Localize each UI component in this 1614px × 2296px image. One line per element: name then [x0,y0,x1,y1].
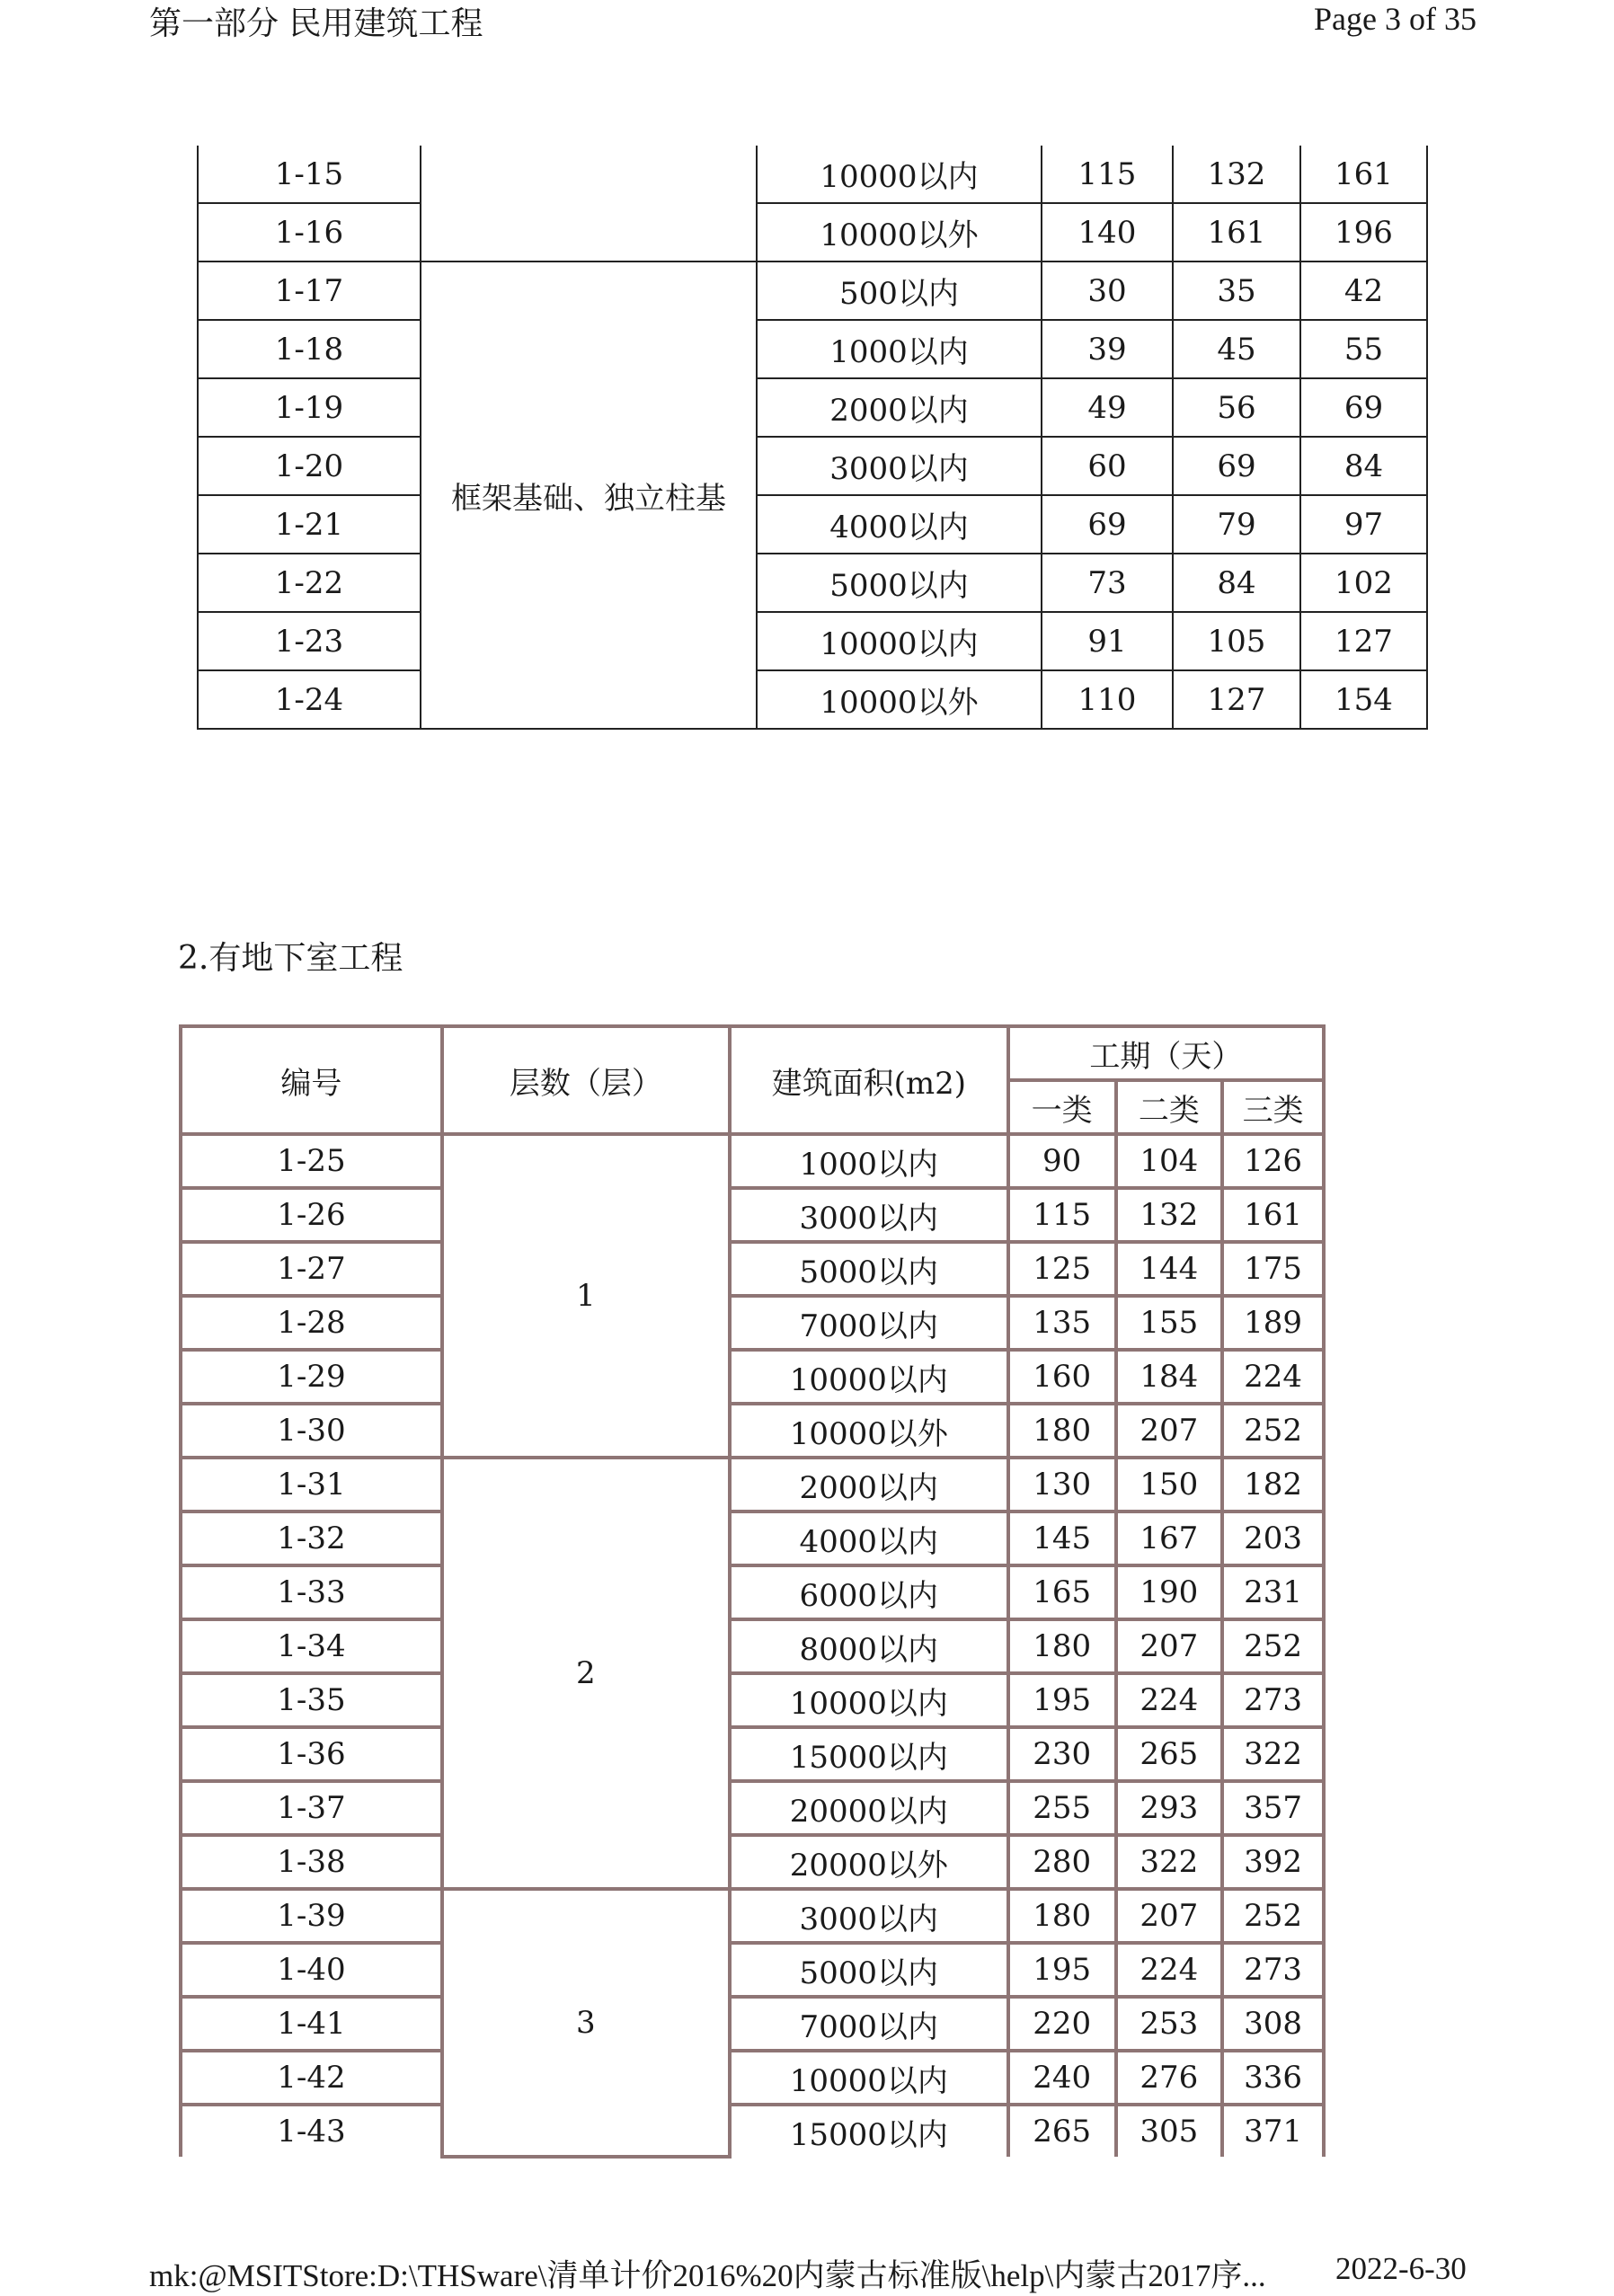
row-code: 1-28 [181,1296,442,1350]
row-class1: 195 [1008,1943,1116,1997]
row-area: 10000以外 [757,670,1042,729]
row-class2: 155 [1116,1296,1223,1350]
row-code: 1-33 [181,1565,442,1619]
row-class3: 154 [1300,670,1427,729]
row-area: 5000以内 [730,1242,1008,1296]
table-row [198,262,1427,320]
row-code: 1-23 [198,612,421,670]
row-area: 15000以内 [730,1727,1008,1781]
row-class2: 293 [1116,1781,1223,1835]
table-row [181,1188,1324,1242]
row-code: 1-42 [181,2051,442,2105]
row-class3: 252 [1222,1619,1324,1673]
row-code: 1-40 [181,1943,442,1997]
group-cell-continued [421,146,757,262]
row-class2: 132 [1173,146,1300,203]
footer-date: 2022-6-30 [1335,2251,1467,2286]
row-class1: 110 [1042,670,1173,729]
table-row [198,437,1427,495]
row-class2: 132 [1116,1188,1223,1242]
row-class3: 127 [1300,612,1427,670]
row-class2: 184 [1116,1350,1223,1404]
row-class1: 60 [1042,437,1173,495]
row-code: 1-21 [198,495,421,554]
row-code: 1-32 [181,1511,442,1565]
row-area: 10000以内 [730,1350,1008,1404]
table-row [181,1619,1324,1673]
row-class2: 253 [1116,1997,1223,2051]
row-area: 15000以内 [730,2105,1008,2157]
row-class2: 190 [1116,1565,1223,1619]
row-code: 1-36 [181,1727,442,1781]
row-area: 10000以内 [730,2051,1008,2105]
row-code: 1-39 [181,1889,442,1943]
table-row [181,1134,1324,1188]
row-area: 1000以内 [730,1134,1008,1188]
table-row [181,1781,1324,1835]
row-area: 20000以外 [730,1835,1008,1889]
row-area: 1000以内 [757,320,1042,378]
table-row [181,1889,1324,1943]
row-class3: 175 [1222,1242,1324,1296]
row-class1: 30 [1042,262,1173,320]
row-class1: 180 [1008,1404,1116,1458]
row-area: 6000以内 [730,1565,1008,1619]
row-class2: 305 [1116,2105,1223,2157]
row-class2: 276 [1116,2051,1223,2105]
table-row [181,1404,1324,1458]
table-row [198,495,1427,554]
table-row [181,1296,1324,1350]
row-class1: 69 [1042,495,1173,554]
row-area: 10000以内 [757,146,1042,203]
row-class1: 115 [1008,1188,1116,1242]
row-class3: 252 [1222,1404,1324,1458]
table-row [181,1835,1324,1889]
footer-path: mk:@MSITStore:D:\THSware\清单计价2016%20内蒙古标准版\help\内蒙古2017序... [149,2258,1266,2293]
row-area: 20000以内 [730,1781,1008,1835]
table-row [181,2105,1324,2157]
row-area: 7000以内 [730,1997,1008,2051]
header-class3: 三类 [1222,1080,1324,1134]
row-class2: 322 [1116,1835,1223,1889]
basement-duration-table [179,1024,1326,2159]
row-class2: 265 [1116,1727,1223,1781]
floors-cell: 3 [442,1889,730,2157]
row-area: 3000以内 [730,1188,1008,1242]
table-row [181,1727,1324,1781]
row-class1: 240 [1008,2051,1116,2105]
row-class3: 252 [1222,1889,1324,1943]
row-class2: 150 [1116,1458,1223,1511]
row-class3: 273 [1222,1943,1324,1997]
row-class3: 161 [1222,1188,1324,1242]
table-row [181,1458,1324,1511]
row-code: 1-24 [198,670,421,729]
table-row [198,612,1427,670]
row-class2: 104 [1116,1134,1223,1188]
row-area: 500以内 [757,262,1042,320]
row-class1: 73 [1042,554,1173,612]
table-row [181,1350,1324,1404]
group-label: 框架基础、独立柱基 [421,262,757,729]
row-area: 5000以内 [730,1943,1008,1997]
row-code: 1-27 [181,1242,442,1296]
row-class3: 97 [1300,495,1427,554]
row-class2: 56 [1173,378,1300,437]
floors-cell: 2 [442,1458,730,1889]
table-row [198,378,1427,437]
row-class1: 160 [1008,1350,1116,1404]
row-class1: 195 [1008,1673,1116,1727]
row-class3: 196 [1300,203,1427,262]
table-row [198,670,1427,729]
row-class3: 69 [1300,378,1427,437]
row-class1: 230 [1008,1727,1116,1781]
row-class1: 255 [1008,1781,1116,1835]
row-class2: 45 [1173,320,1300,378]
row-class2: 127 [1173,670,1300,729]
table-row [181,1673,1324,1727]
row-class1: 135 [1008,1296,1116,1350]
row-class1: 39 [1042,320,1173,378]
row-class2: 69 [1173,437,1300,495]
row-code: 1-22 [198,554,421,612]
row-class3: 322 [1222,1727,1324,1781]
row-class1: 130 [1008,1458,1116,1511]
row-class2: 207 [1116,1404,1223,1458]
row-code: 1-29 [181,1350,442,1404]
row-area: 10000以外 [730,1404,1008,1458]
table-row [181,1565,1324,1619]
row-class2: 79 [1173,495,1300,554]
row-area: 3000以内 [757,437,1042,495]
row-class2: 224 [1116,1943,1223,1997]
row-area: 10000以外 [757,203,1042,262]
row-class1: 220 [1008,1997,1116,2051]
header-period: 工期（天） [1008,1026,1324,1080]
row-class3: 224 [1222,1350,1324,1404]
row-class2: 224 [1116,1673,1223,1727]
row-class3: 336 [1222,2051,1324,2105]
row-area: 10000以内 [757,612,1042,670]
row-code: 1-31 [181,1458,442,1511]
row-class3: 189 [1222,1296,1324,1350]
row-class1: 165 [1008,1565,1116,1619]
row-class1: 145 [1008,1511,1116,1565]
row-class3: 182 [1222,1458,1324,1511]
row-class2: 84 [1173,554,1300,612]
row-code: 1-30 [181,1404,442,1458]
row-class3: 203 [1222,1511,1324,1565]
row-class3: 357 [1222,1781,1324,1835]
row-class2: 207 [1116,1619,1223,1673]
table-row [198,320,1427,378]
table-row [181,2051,1324,2105]
row-class3: 273 [1222,1673,1324,1727]
row-class1: 140 [1042,203,1173,262]
row-class2: 35 [1173,262,1300,320]
row-code: 1-41 [181,1997,442,2051]
row-class2: 167 [1116,1511,1223,1565]
table-row [198,554,1427,612]
table-row [198,146,1427,203]
row-class3: 84 [1300,437,1427,495]
row-area: 10000以内 [730,1673,1008,1727]
table-row [181,1997,1324,2051]
row-class1: 180 [1008,1889,1116,1943]
row-class2: 144 [1116,1242,1223,1296]
header-floors: 层数（层） [442,1026,730,1134]
floors-cell: 1 [442,1134,730,1458]
row-area: 8000以内 [730,1619,1008,1673]
row-class1: 91 [1042,612,1173,670]
row-code: 1-17 [198,262,421,320]
row-class3: 371 [1222,2105,1324,2157]
row-area: 5000以内 [757,554,1042,612]
row-code: 1-19 [198,378,421,437]
table-row [181,1511,1324,1565]
row-class1: 280 [1008,1835,1116,1889]
row-class1: 115 [1042,146,1173,203]
row-class1: 90 [1008,1134,1116,1188]
header-code: 编号 [181,1026,442,1134]
table-row [181,1242,1324,1296]
page-number: Page 3 of 35 [1314,1,1477,37]
row-class3: 42 [1300,262,1427,320]
row-class3: 126 [1222,1134,1324,1188]
header-area: 建筑面积(m2) [730,1026,1008,1134]
row-class1: 49 [1042,378,1173,437]
row-class3: 102 [1300,554,1427,612]
row-area: 7000以内 [730,1296,1008,1350]
row-code: 1-18 [198,320,421,378]
row-code: 1-35 [181,1673,442,1727]
table-row [181,1943,1324,1997]
header-class2: 二类 [1116,1080,1223,1134]
row-class3: 161 [1300,146,1427,203]
row-class2: 161 [1173,203,1300,262]
row-class1: 125 [1008,1242,1116,1296]
row-class2: 207 [1116,1889,1223,1943]
page-header-title: 第一部分 民用建筑工程 [149,5,483,42]
row-area: 2000以内 [757,378,1042,437]
row-class3: 231 [1222,1565,1324,1619]
row-class3: 392 [1222,1835,1324,1889]
table-row [198,203,1427,262]
row-class3: 55 [1300,320,1427,378]
row-area: 4000以内 [730,1511,1008,1565]
row-code: 1-20 [198,437,421,495]
row-code: 1-34 [181,1619,442,1673]
row-code: 1-26 [181,1188,442,1242]
row-code: 1-16 [198,203,421,262]
row-code: 1-38 [181,1835,442,1889]
duration-table-continued [197,146,1428,730]
row-code: 1-15 [198,146,421,203]
row-code: 1-25 [181,1134,442,1188]
row-class3: 308 [1222,1997,1324,2051]
row-area: 3000以内 [730,1889,1008,1943]
row-area: 4000以内 [757,495,1042,554]
row-class1: 265 [1008,2105,1116,2157]
row-area: 2000以内 [730,1458,1008,1511]
header-class1: 一类 [1008,1080,1116,1134]
section-title: 2.有地下室工程 [178,940,404,977]
row-code: 1-43 [181,2105,442,2157]
row-class1: 180 [1008,1619,1116,1673]
row-code: 1-37 [181,1781,442,1835]
row-class2: 105 [1173,612,1300,670]
